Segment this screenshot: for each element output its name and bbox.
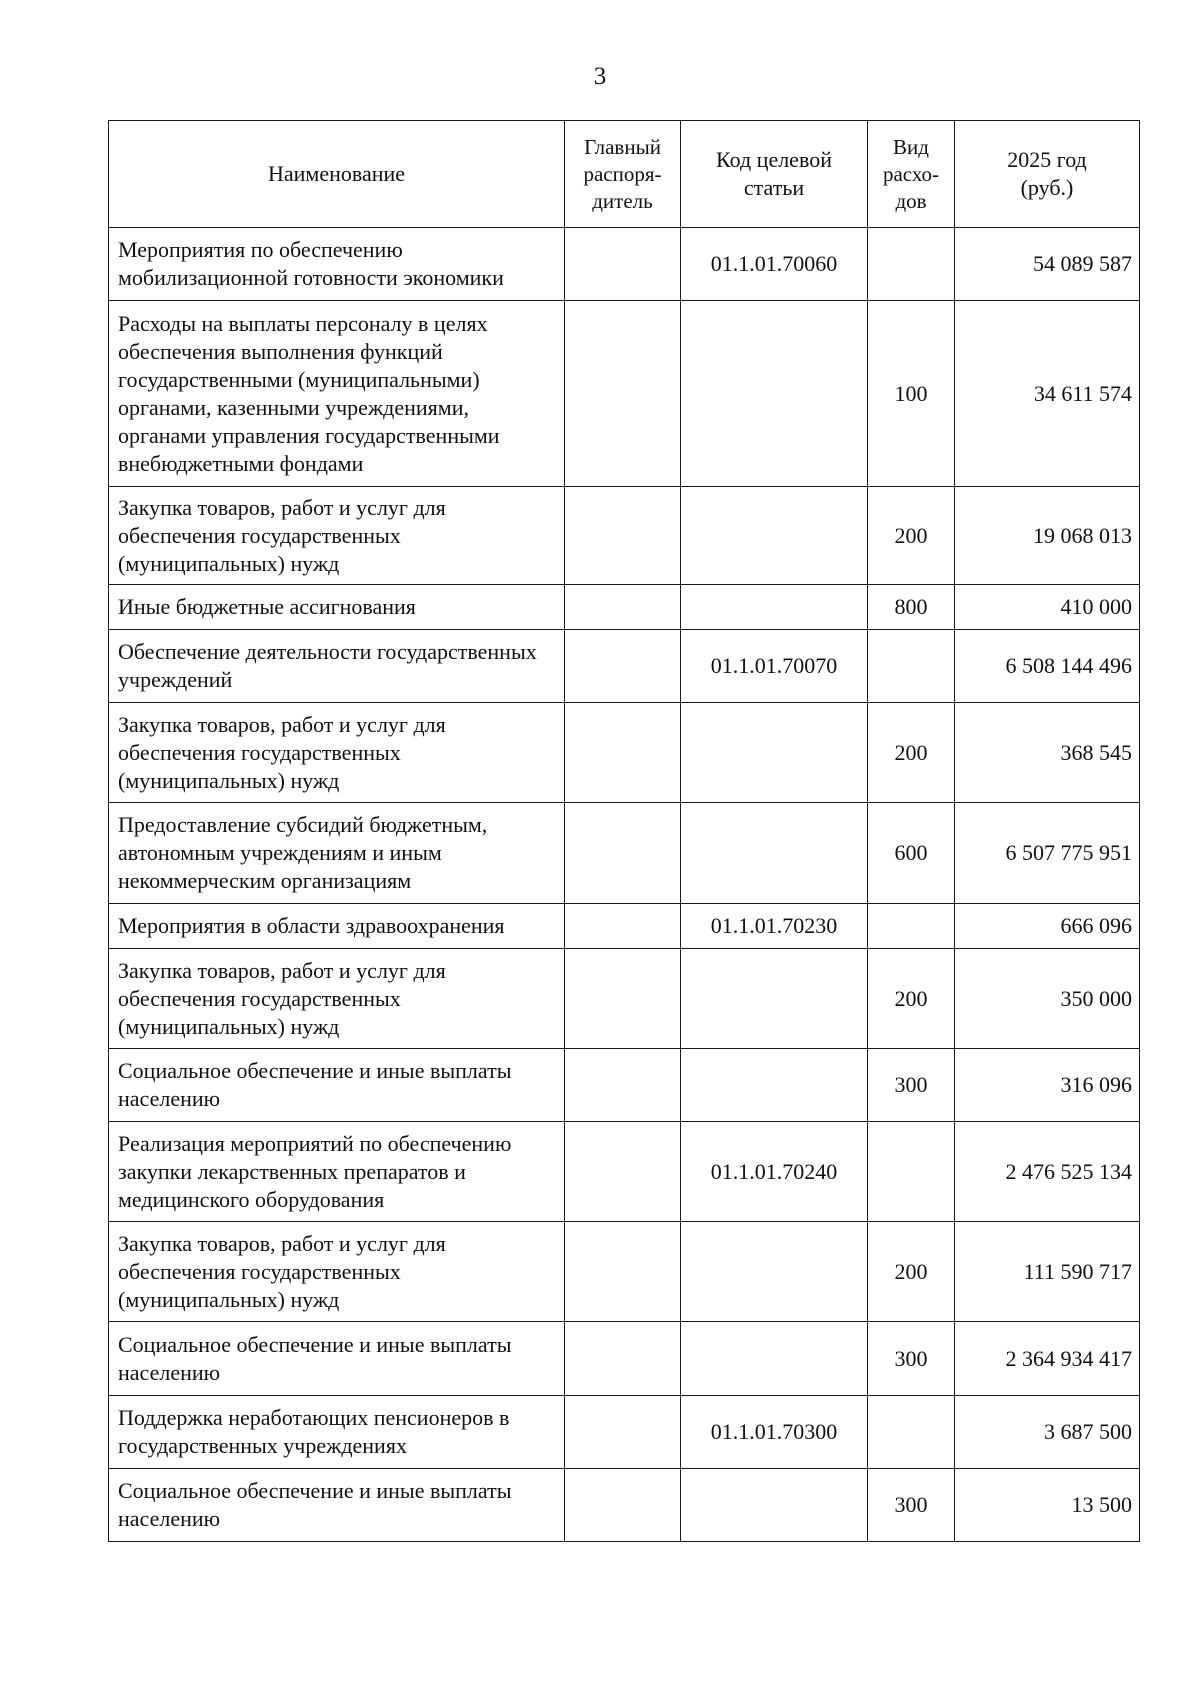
table-row (109, 1322, 1140, 1396)
cell-type: 200 (868, 703, 955, 803)
cell-manager (565, 487, 681, 585)
cell-type: 300 (868, 1322, 955, 1396)
cell-type (868, 630, 955, 703)
cell-manager (565, 1049, 681, 1122)
cell-name: Обеспечение деятельности государственных учреждений (109, 630, 565, 703)
cell-name: Предоставление субсидий бюджетным, автономным учреждениям и иным некоммерческим организациям (109, 803, 565, 904)
table-row (109, 228, 1140, 301)
cell-manager (565, 949, 681, 1049)
table-row (109, 585, 1140, 630)
cell-name: Поддержка неработающих пенсионеров в государственных учреждениях (109, 1396, 565, 1469)
cell-code (681, 703, 868, 803)
cell-amount: 666 096 (955, 904, 1140, 949)
cell-amount: 410 000 (955, 585, 1140, 630)
cell-manager (565, 1222, 681, 1322)
cell-type (868, 228, 955, 301)
cell-type: 200 (868, 1222, 955, 1322)
cell-code (681, 1322, 868, 1396)
cell-code (681, 585, 868, 630)
cell-type: 200 (868, 487, 955, 585)
header-year: 2025 год (руб.) (955, 121, 1140, 228)
cell-code (681, 301, 868, 487)
page-number: 3 (593, 63, 607, 90)
cell-amount: 54 089 587 (955, 228, 1140, 301)
cell-amount: 13 500 (955, 1469, 1140, 1542)
cell-code: 01.1.01.70060 (681, 228, 868, 301)
cell-name: Иные бюджетные ассигнования (109, 585, 565, 630)
cell-amount: 6 507 775 951 (955, 803, 1140, 904)
cell-name: Реализация мероприятий по обеспечению закупки лекарственных препаратов и медицинского оборудования (109, 1122, 565, 1222)
cell-name: Закупка товаров, работ и услуг для обеспечения государственных (муниципальных) нужд (109, 703, 565, 803)
cell-type: 800 (868, 585, 955, 630)
table-header-row (109, 121, 1140, 228)
cell-type (868, 904, 955, 949)
cell-manager (565, 1322, 681, 1396)
cell-type (868, 1122, 955, 1222)
header-manager: Главный распоря- дитель (565, 121, 681, 228)
cell-code (681, 1049, 868, 1122)
table-row (109, 1396, 1140, 1469)
cell-manager (565, 301, 681, 487)
cell-code: 01.1.01.70070 (681, 630, 868, 703)
table-row (109, 1122, 1140, 1222)
cell-manager (565, 1122, 681, 1222)
cell-type: 100 (868, 301, 955, 487)
cell-manager (565, 585, 681, 630)
cell-amount: 111 590 717 (955, 1222, 1140, 1322)
cell-amount: 34 611 574 (955, 301, 1140, 487)
cell-type: 600 (868, 803, 955, 904)
cell-type: 200 (868, 949, 955, 1049)
cell-code (681, 1469, 868, 1542)
cell-name: Мероприятия по обеспечению мобилизационной готовности экономики (109, 228, 565, 301)
cell-amount: 316 096 (955, 1049, 1140, 1122)
cell-manager (565, 1469, 681, 1542)
cell-amount: 2 364 934 417 (955, 1322, 1140, 1396)
cell-name: Расходы на выплаты персоналу в целях обеспечения выполнения функций государственными (муниципальными) органами, казенными учреждениями, органами управления государственными внебюджетными фондами (109, 301, 565, 487)
cell-manager (565, 803, 681, 904)
table-row (109, 1469, 1140, 1542)
cell-amount: 6 508 144 496 (955, 630, 1140, 703)
cell-manager (565, 1396, 681, 1469)
cell-name: Социальное обеспечение и иные выплаты населению (109, 1322, 565, 1396)
table-body (109, 228, 1140, 1542)
header-code: Код целевой статьи (681, 121, 868, 228)
cell-name: Социальное обеспечение и иные выплаты населению (109, 1469, 565, 1542)
cell-code (681, 803, 868, 904)
cell-code (681, 949, 868, 1049)
cell-type: 300 (868, 1049, 955, 1122)
cell-name: Закупка товаров, работ и услуг для обеспечения государственных (муниципальных) нужд (109, 1222, 565, 1322)
table-row (109, 301, 1140, 487)
table-row (109, 949, 1140, 1049)
cell-amount: 350 000 (955, 949, 1140, 1049)
cell-manager (565, 630, 681, 703)
cell-amount: 3 687 500 (955, 1396, 1140, 1469)
table-row (109, 1222, 1140, 1322)
table-row (109, 703, 1140, 803)
cell-type (868, 1396, 955, 1469)
cell-code (681, 1222, 868, 1322)
cell-name: Социальное обеспечение и иные выплаты населению (109, 1049, 565, 1122)
cell-amount: 2 476 525 134 (955, 1122, 1140, 1222)
cell-name: Закупка товаров, работ и услуг для обеспечения государственных (муниципальных) нужд (109, 487, 565, 585)
header-name: Наименование (109, 121, 565, 228)
cell-manager (565, 703, 681, 803)
cell-manager (565, 904, 681, 949)
cell-code: 01.1.01.70230 (681, 904, 868, 949)
cell-code (681, 487, 868, 585)
cell-amount: 368 545 (955, 703, 1140, 803)
cell-code: 01.1.01.70300 (681, 1396, 868, 1469)
table-row (109, 1049, 1140, 1122)
cell-code: 01.1.01.70240 (681, 1122, 868, 1222)
cell-manager (565, 228, 681, 301)
cell-name: Мероприятия в области здравоохранения (109, 904, 565, 949)
cell-amount: 19 068 013 (955, 487, 1140, 585)
table-row (109, 487, 1140, 585)
cell-name: Закупка товаров, работ и услуг для обеспечения государственных (муниципальных) нужд (109, 949, 565, 1049)
header-type: Вид расхо- дов (868, 121, 955, 228)
table-row (109, 904, 1140, 949)
table-row (109, 803, 1140, 904)
cell-type: 300 (868, 1469, 955, 1542)
budget-table (108, 120, 1140, 1542)
table-row (109, 630, 1140, 703)
